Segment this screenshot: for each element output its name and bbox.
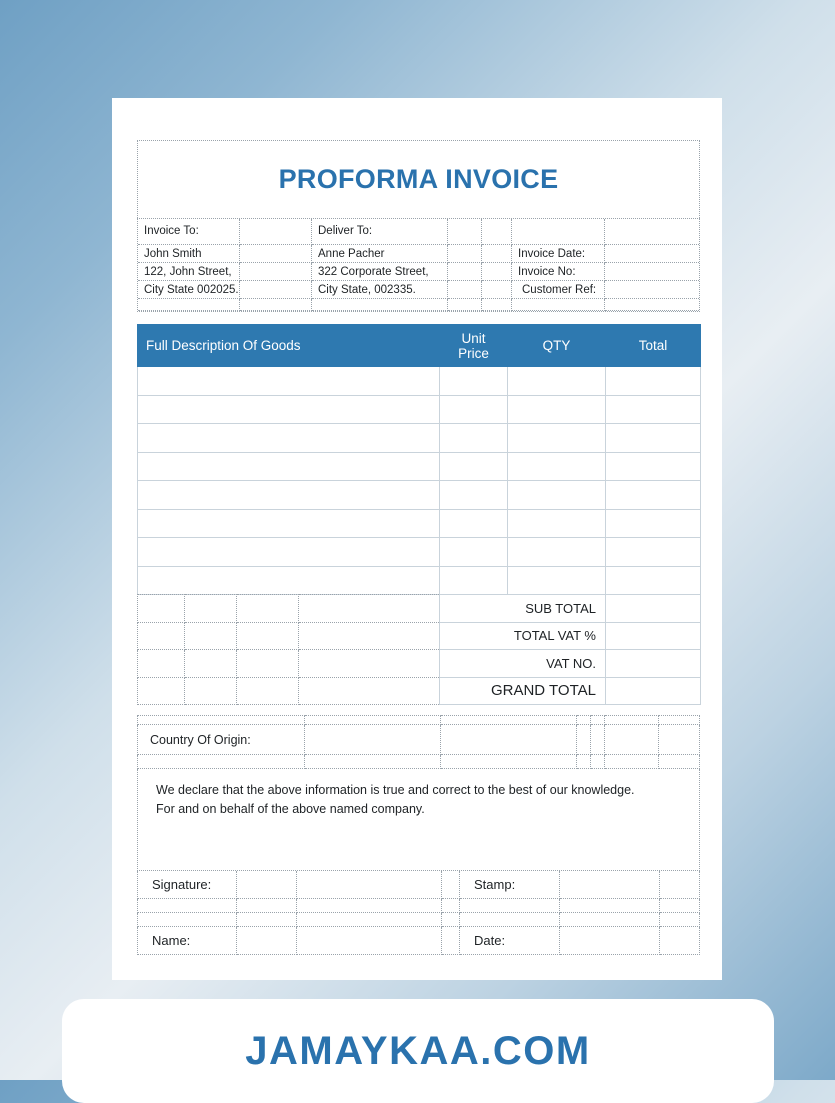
country-of-origin-row xyxy=(137,725,700,755)
table-row[interactable] xyxy=(138,395,701,424)
cell-description[interactable] xyxy=(138,452,440,481)
spacer-cell xyxy=(482,263,512,281)
signature-stamp-row xyxy=(137,871,700,899)
cell-unit-price[interactable] xyxy=(440,566,508,595)
address-label-row xyxy=(138,219,699,245)
spacer-cell xyxy=(442,871,460,899)
customer-ref-value[interactable] xyxy=(605,281,699,299)
spacer-cell xyxy=(659,715,700,725)
spacer-cell xyxy=(305,715,441,725)
invoice-page-sheet xyxy=(112,98,722,980)
cell-qty[interactable] xyxy=(508,424,606,453)
col-header-unit-price: Unit Price xyxy=(440,325,508,367)
spacer-cell xyxy=(448,299,482,311)
declaration-box xyxy=(137,769,700,871)
spacer-cell xyxy=(448,281,482,299)
address-meta-block xyxy=(137,218,700,312)
spacer-cell xyxy=(660,927,700,955)
invoice-no-value[interactable] xyxy=(605,263,699,281)
goods-table-body xyxy=(138,367,701,595)
totals-blank-cell xyxy=(299,677,440,705)
spacer-cell xyxy=(482,299,512,311)
country-of-origin-value[interactable] xyxy=(305,725,441,755)
sub-total-label: SUB TOTAL xyxy=(440,595,606,623)
totals-blank-cell xyxy=(138,650,185,678)
spacer-cell xyxy=(591,755,605,769)
cell-qty[interactable] xyxy=(508,538,606,567)
date-value[interactable] xyxy=(560,927,660,955)
signature-spacer-row-2 xyxy=(137,913,700,927)
signature-spacer-row xyxy=(137,899,700,913)
cell-unit-price[interactable] xyxy=(440,509,508,538)
spacer-cell xyxy=(240,281,312,299)
cell-unit-price[interactable] xyxy=(440,424,508,453)
totals-row-grand-total xyxy=(138,677,701,705)
vat-no-value[interactable] xyxy=(606,650,701,678)
spacer-cell xyxy=(448,219,482,245)
cell-description[interactable] xyxy=(138,395,440,424)
total-vat-value[interactable] xyxy=(606,622,701,650)
spacer-cell xyxy=(312,299,448,311)
col-header-total: Total xyxy=(606,325,701,367)
table-row[interactable] xyxy=(138,481,701,510)
cell-total[interactable] xyxy=(606,509,701,538)
spacer-cell xyxy=(137,715,305,725)
cell-unit-price[interactable] xyxy=(440,367,508,396)
spacer-cell xyxy=(660,871,700,899)
cell-qty[interactable] xyxy=(508,395,606,424)
totals-blank-cell xyxy=(299,595,440,623)
spacer-cell xyxy=(137,913,237,927)
invoice-to-line-2: 122, John Street, xyxy=(138,263,240,281)
totals-blank-cell xyxy=(237,650,299,678)
spacer-cell xyxy=(605,219,699,245)
spacer-cell xyxy=(240,245,312,263)
table-row[interactable] xyxy=(138,509,701,538)
spacer-cell xyxy=(240,299,312,311)
spacer-cell xyxy=(448,245,482,263)
spacer-cell xyxy=(659,755,700,769)
invoice-date-label: Invoice Date: xyxy=(512,245,605,263)
col-header-qty: QTY xyxy=(508,325,606,367)
cell-qty[interactable] xyxy=(508,566,606,595)
name-value[interactable] xyxy=(237,927,297,955)
vat-no-label: VAT NO. xyxy=(440,650,606,678)
cell-description[interactable] xyxy=(138,481,440,510)
spacer-cell xyxy=(442,899,460,913)
goods-table-header-row xyxy=(138,325,701,367)
spacer-cell xyxy=(482,281,512,299)
totals-row-vat-no xyxy=(138,650,701,678)
spacer-cell xyxy=(237,913,297,927)
cell-unit-price[interactable] xyxy=(440,481,508,510)
table-row[interactable] xyxy=(138,538,701,567)
stamp-value[interactable] xyxy=(560,871,660,899)
invoice-to-line-1: John Smith xyxy=(138,245,240,263)
spacer-cell xyxy=(138,299,240,311)
invoice-document xyxy=(137,140,700,948)
totals-blank-cell xyxy=(185,595,237,623)
spacer-cell xyxy=(297,927,442,955)
spacer-cell xyxy=(305,755,441,769)
spacer-cell xyxy=(659,725,700,755)
customer-ref-label: Customer Ref: xyxy=(512,281,605,299)
lower-spacer-row-2 xyxy=(137,755,700,769)
spacer-cell xyxy=(482,219,512,245)
signature-label: Signature: xyxy=(137,871,237,899)
totals-blank-cell xyxy=(185,650,237,678)
name-date-row xyxy=(137,927,700,955)
cell-total[interactable] xyxy=(606,566,701,595)
cell-qty[interactable] xyxy=(508,509,606,538)
declaration-line-2: For and on behalf of the above named company. xyxy=(156,802,425,816)
spacer-cell xyxy=(137,755,305,769)
table-row[interactable] xyxy=(138,424,701,453)
cell-description[interactable] xyxy=(138,424,440,453)
spacer-cell xyxy=(482,245,512,263)
spacer-cell xyxy=(560,899,660,913)
cell-unit-price[interactable] xyxy=(440,395,508,424)
cell-total[interactable] xyxy=(606,452,701,481)
lower-section xyxy=(137,715,700,955)
deliver-to-line-2: 322 Corporate Street, xyxy=(312,263,448,281)
cell-total[interactable] xyxy=(606,367,701,396)
cell-total[interactable] xyxy=(606,424,701,453)
spacer-cell xyxy=(441,755,577,769)
cell-qty[interactable] xyxy=(508,452,606,481)
totals-blank-cell xyxy=(185,677,237,705)
totals-row-sub-total xyxy=(138,595,701,623)
cell-unit-price[interactable] xyxy=(440,452,508,481)
spacer-cell xyxy=(512,219,605,245)
footer-brand-banner xyxy=(62,999,774,1103)
totals-blank-cell xyxy=(237,622,299,650)
spacer-cell xyxy=(297,913,442,927)
spacer-cell xyxy=(448,263,482,281)
totals-blank-cell xyxy=(299,622,440,650)
spacer-cell xyxy=(512,299,605,311)
spacer-cell xyxy=(591,715,605,725)
spacer-cell xyxy=(442,913,460,927)
cell-description[interactable] xyxy=(138,566,440,595)
address-line-row-1 xyxy=(138,245,699,263)
spacer-cell xyxy=(577,755,591,769)
spacer-cell xyxy=(605,755,659,769)
spacer-cell xyxy=(460,913,560,927)
cell-total[interactable] xyxy=(606,538,701,567)
table-row[interactable] xyxy=(138,367,701,396)
totals-blank-cell xyxy=(138,622,185,650)
spacer-cell xyxy=(441,715,577,725)
spacer-cell xyxy=(577,715,591,725)
cell-description[interactable] xyxy=(138,538,440,567)
spacer-cell xyxy=(591,725,605,755)
spacer-cell xyxy=(560,913,660,927)
deliver-to-line-3: City State, 002335. xyxy=(312,281,448,299)
date-label: Date: xyxy=(460,927,560,955)
cell-unit-price[interactable] xyxy=(440,538,508,567)
totals-table xyxy=(137,594,701,705)
totals-blank-cell xyxy=(237,595,299,623)
sub-total-value[interactable] xyxy=(606,595,701,623)
stamp-label: Stamp: xyxy=(460,871,560,899)
grand-total-label: GRAND TOTAL xyxy=(440,677,606,705)
signature-value[interactable] xyxy=(237,871,297,899)
totals-blank-cell xyxy=(299,650,440,678)
table-row[interactable] xyxy=(138,452,701,481)
col-header-description: Full Description Of Goods xyxy=(138,325,440,367)
cell-qty[interactable] xyxy=(508,367,606,396)
cell-description[interactable] xyxy=(138,509,440,538)
spacer-cell xyxy=(605,299,699,311)
spacer-cell xyxy=(605,725,659,755)
totals-row-total-vat xyxy=(138,622,701,650)
spacer-cell xyxy=(297,899,442,913)
spacer-cell xyxy=(660,913,700,927)
table-row[interactable] xyxy=(138,566,701,595)
spacer-cell xyxy=(605,715,659,725)
goods-table xyxy=(137,324,701,595)
declaration-line-1: We declare that the above information is true and correct to the best of our knowledge. xyxy=(156,783,635,797)
totals-blank-cell xyxy=(185,622,237,650)
address-line-row-2 xyxy=(138,263,699,281)
invoice-title-band xyxy=(137,140,700,218)
name-label: Name: xyxy=(137,927,237,955)
deliver-to-label: Deliver To: xyxy=(312,219,448,245)
spacer-cell xyxy=(460,899,560,913)
total-vat-label: TOTAL VAT % xyxy=(440,622,606,650)
lower-spacer-row xyxy=(137,715,700,725)
invoice-no-label: Invoice No: xyxy=(512,263,605,281)
spacer-cell xyxy=(237,899,297,913)
page-title: PROFORMA INVOICE xyxy=(278,164,559,194)
invoice-to-line-3: City State 002025. xyxy=(138,281,240,299)
spacer-cell xyxy=(240,263,312,281)
totals-blank-cell xyxy=(237,677,299,705)
spacer-cell xyxy=(441,725,577,755)
cell-qty[interactable] xyxy=(508,481,606,510)
cell-total[interactable] xyxy=(606,481,701,510)
invoice-date-value[interactable] xyxy=(605,245,699,263)
address-filler-row xyxy=(138,299,699,311)
cell-description[interactable] xyxy=(138,367,440,396)
spacer-cell xyxy=(240,219,312,245)
deliver-to-line-1: Anne Pacher xyxy=(312,245,448,263)
invoice-to-label: Invoice To: xyxy=(138,219,240,245)
totals-blank-cell xyxy=(138,595,185,623)
country-of-origin-label: Country Of Origin: xyxy=(137,725,305,755)
grand-total-value[interactable] xyxy=(606,677,701,705)
brand-text: JAMAYKAA.COM xyxy=(245,1028,591,1073)
spacer-cell xyxy=(137,899,237,913)
totals-blank-cell xyxy=(138,677,185,705)
address-line-row-3 xyxy=(138,281,699,299)
spacer-cell xyxy=(442,927,460,955)
cell-total[interactable] xyxy=(606,395,701,424)
spacer-cell xyxy=(660,899,700,913)
spacer-cell xyxy=(577,725,591,755)
spacer-cell xyxy=(297,871,442,899)
